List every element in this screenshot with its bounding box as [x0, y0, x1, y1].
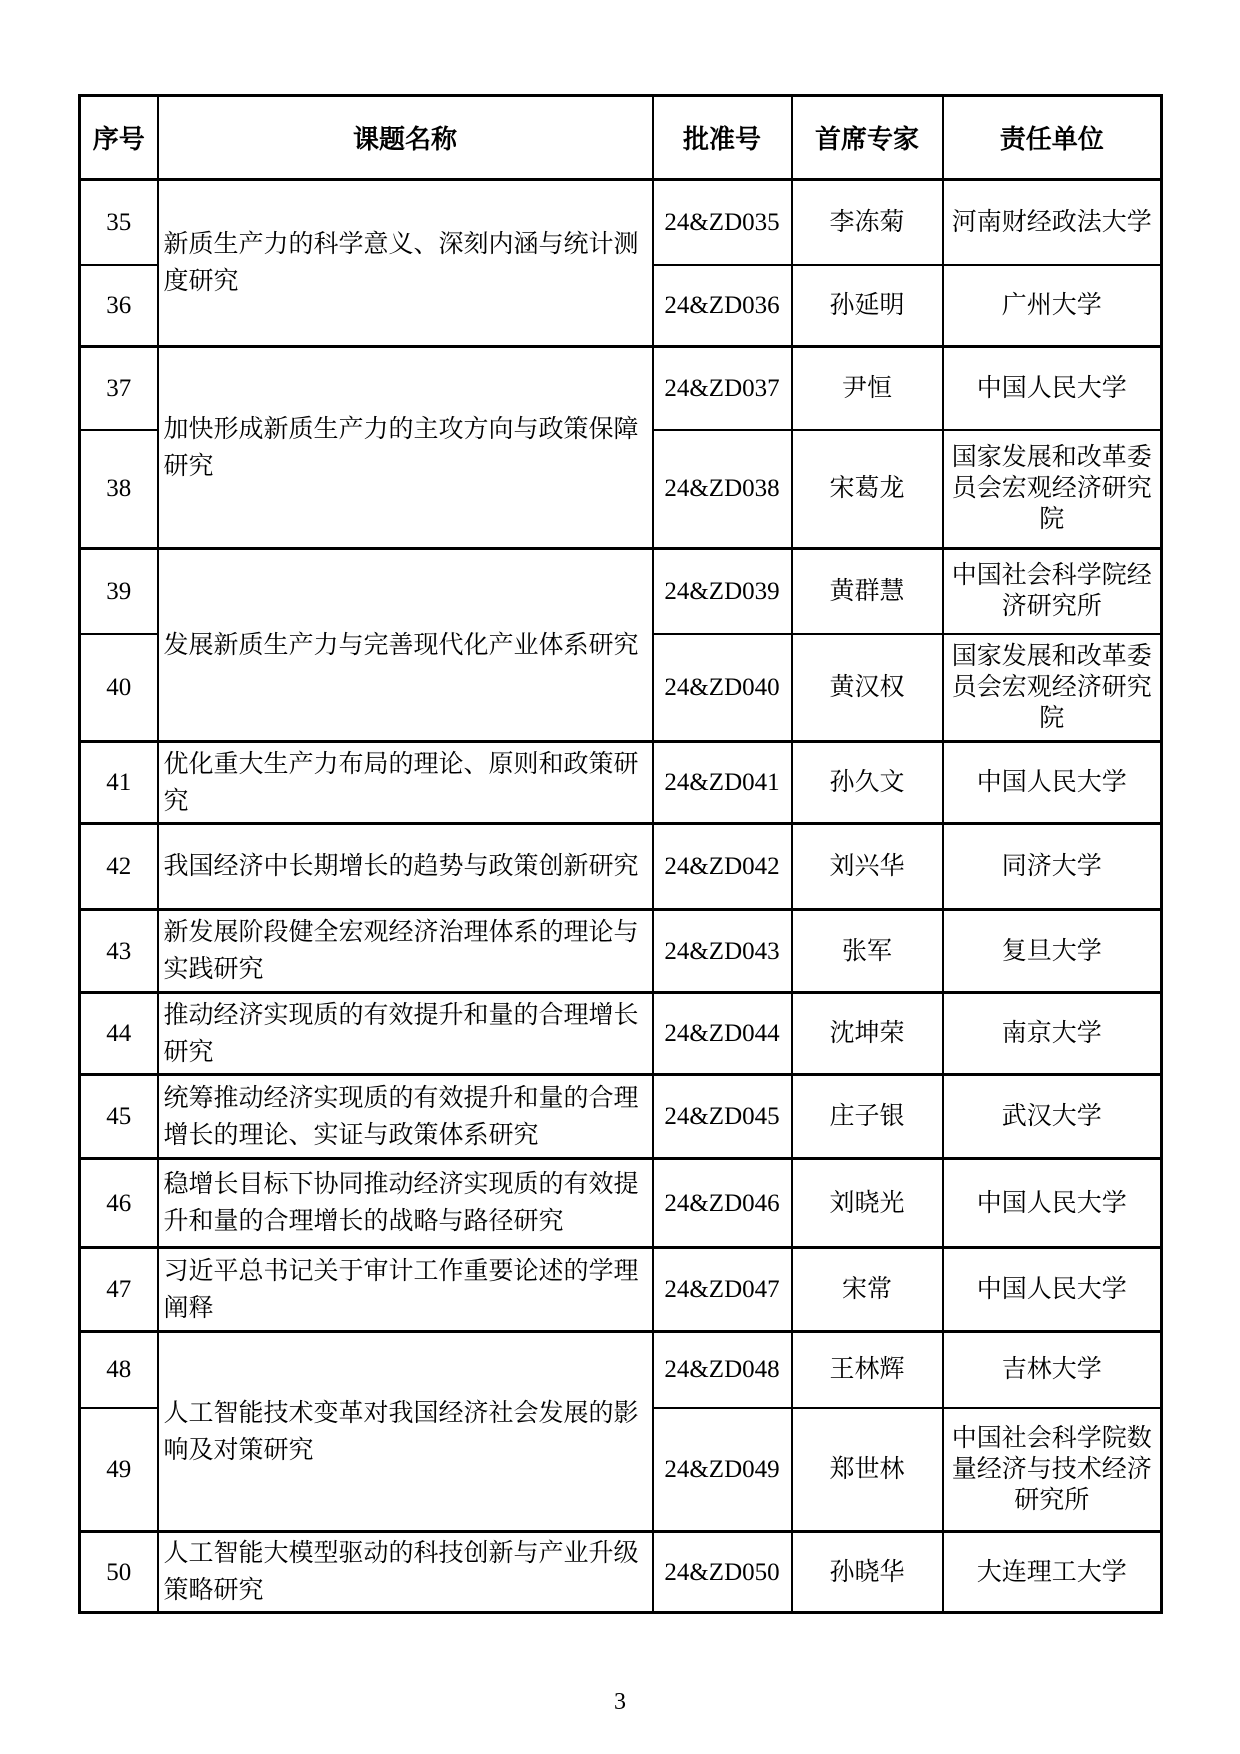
approval-cell: 24&ZD038 — [653, 430, 792, 549]
seq-cell: 42 — [80, 824, 158, 910]
unit-cell: 吉林大学 — [943, 1332, 1162, 1408]
unit-cell: 国家发展和改革委员会宏观经济研究院 — [943, 430, 1162, 549]
expert-cell: 尹恒 — [792, 347, 943, 430]
unit-cell: 中国人民大学 — [943, 347, 1162, 430]
unit-cell: 复旦大学 — [943, 910, 1162, 993]
expert-cell: 张军 — [792, 910, 943, 993]
title-cell: 人工智能技术变革对我国经济社会发展的影响及对策研究 — [158, 1332, 653, 1532]
seq-cell: 38 — [80, 430, 158, 549]
table-row — [80, 993, 1162, 1075]
header-expert: 首席专家 — [792, 96, 943, 180]
title-cell: 稳增长目标下协同推动经济实现质的有效提升和量的合理增长的战略与路径研究 — [158, 1159, 653, 1248]
seq-cell: 47 — [80, 1248, 158, 1332]
title-cell: 加快形成新质生产力的主攻方向与政策保障研究 — [158, 347, 653, 549]
seq-cell: 44 — [80, 993, 158, 1075]
expert-cell: 沈坤荣 — [792, 993, 943, 1075]
title-cell: 新质生产力的科学意义、深刻内涵与统计测度研究 — [158, 180, 653, 347]
expert-cell: 孙久文 — [792, 742, 943, 824]
approval-cell: 24&ZD046 — [653, 1159, 792, 1248]
approval-cell: 24&ZD036 — [653, 265, 792, 347]
approval-cell: 24&ZD039 — [653, 549, 792, 634]
unit-cell: 大连理工大学 — [943, 1532, 1162, 1613]
header-unit: 责任单位 — [943, 96, 1162, 180]
table-row — [80, 1532, 1162, 1613]
approval-cell: 24&ZD041 — [653, 742, 792, 824]
seq-cell: 48 — [80, 1332, 158, 1408]
unit-cell: 中国人民大学 — [943, 1248, 1162, 1332]
unit-cell: 国家发展和改革委员会宏观经济研究院 — [943, 634, 1162, 742]
expert-cell: 刘晓光 — [792, 1159, 943, 1248]
unit-cell: 中国社会科学院经济研究所 — [943, 549, 1162, 634]
header-approval: 批准号 — [653, 96, 792, 180]
title-cell: 统筹推动经济实现质的有效提升和量的合理增长的理论、实证与政策体系研究 — [158, 1075, 653, 1159]
title-cell: 习近平总书记关于审计工作重要论述的学理阐释 — [158, 1248, 653, 1332]
table-row — [80, 910, 1162, 993]
title-cell: 推动经济实现质的有效提升和量的合理增长研究 — [158, 993, 653, 1075]
expert-cell: 李冻菊 — [792, 180, 943, 265]
seq-cell: 45 — [80, 1075, 158, 1159]
title-cell: 人工智能大模型驱动的科技创新与产业升级策略研究 — [158, 1532, 653, 1613]
table-row — [80, 1248, 1162, 1332]
expert-cell: 宋常 — [792, 1248, 943, 1332]
approval-cell: 24&ZD050 — [653, 1532, 792, 1613]
seq-cell: 50 — [80, 1532, 158, 1613]
title-cell: 我国经济中长期增长的趋势与政策创新研究 — [158, 824, 653, 910]
seq-cell: 40 — [80, 634, 158, 742]
table-row — [80, 824, 1162, 910]
unit-cell: 中国人民大学 — [943, 1159, 1162, 1248]
expert-cell: 黄汉权 — [792, 634, 943, 742]
expert-cell: 孙延明 — [792, 265, 943, 347]
approval-cell: 24&ZD049 — [653, 1408, 792, 1532]
seq-cell: 41 — [80, 742, 158, 824]
table-body — [80, 180, 1162, 1613]
expert-cell: 孙晓华 — [792, 1532, 943, 1613]
seq-cell: 37 — [80, 347, 158, 430]
unit-cell: 广州大学 — [943, 265, 1162, 347]
seq-cell: 46 — [80, 1159, 158, 1248]
expert-cell: 刘兴华 — [792, 824, 943, 910]
table-header — [80, 96, 1162, 180]
unit-cell: 武汉大学 — [943, 1075, 1162, 1159]
table-row — [80, 1332, 1162, 1408]
approval-cell: 24&ZD040 — [653, 634, 792, 742]
title-cell: 发展新质生产力与完善现代化产业体系研究 — [158, 549, 653, 742]
approval-cell: 24&ZD047 — [653, 1248, 792, 1332]
seq-cell: 39 — [80, 549, 158, 634]
header-row — [80, 96, 1162, 180]
expert-cell: 王林辉 — [792, 1332, 943, 1408]
seq-cell: 49 — [80, 1408, 158, 1532]
table-row — [80, 742, 1162, 824]
header-title: 课题名称 — [158, 96, 653, 180]
table-row — [80, 347, 1162, 430]
approval-cell: 24&ZD043 — [653, 910, 792, 993]
approval-cell: 24&ZD048 — [653, 1332, 792, 1408]
approval-cell: 24&ZD042 — [653, 824, 792, 910]
title-cell: 优化重大生产力布局的理论、原则和政策研究 — [158, 742, 653, 824]
table-row — [80, 180, 1162, 265]
approval-cell: 24&ZD037 — [653, 347, 792, 430]
seq-cell: 36 — [80, 265, 158, 347]
approval-cell: 24&ZD044 — [653, 993, 792, 1075]
approval-cell: 24&ZD045 — [653, 1075, 792, 1159]
expert-cell: 宋葛龙 — [792, 430, 943, 549]
unit-cell: 同济大学 — [943, 824, 1162, 910]
table-row — [80, 1159, 1162, 1248]
seq-cell: 43 — [80, 910, 158, 993]
title-cell: 新发展阶段健全宏观经济治理体系的理论与实践研究 — [158, 910, 653, 993]
unit-cell: 河南财经政法大学 — [943, 180, 1162, 265]
unit-cell: 中国社会科学院数量经济与技术经济研究所 — [943, 1408, 1162, 1532]
expert-cell: 黄群慧 — [792, 549, 943, 634]
unit-cell: 中国人民大学 — [943, 742, 1162, 824]
projects-table — [78, 94, 1163, 1614]
unit-cell: 南京大学 — [943, 993, 1162, 1075]
page-number: 3 — [614, 1689, 626, 1715]
expert-cell: 郑世林 — [792, 1408, 943, 1532]
seq-cell: 35 — [80, 180, 158, 265]
table-row — [80, 549, 1162, 634]
header-seq: 序号 — [80, 96, 158, 180]
approval-cell: 24&ZD035 — [653, 180, 792, 265]
expert-cell: 庄子银 — [792, 1075, 943, 1159]
table-row — [80, 1075, 1162, 1159]
